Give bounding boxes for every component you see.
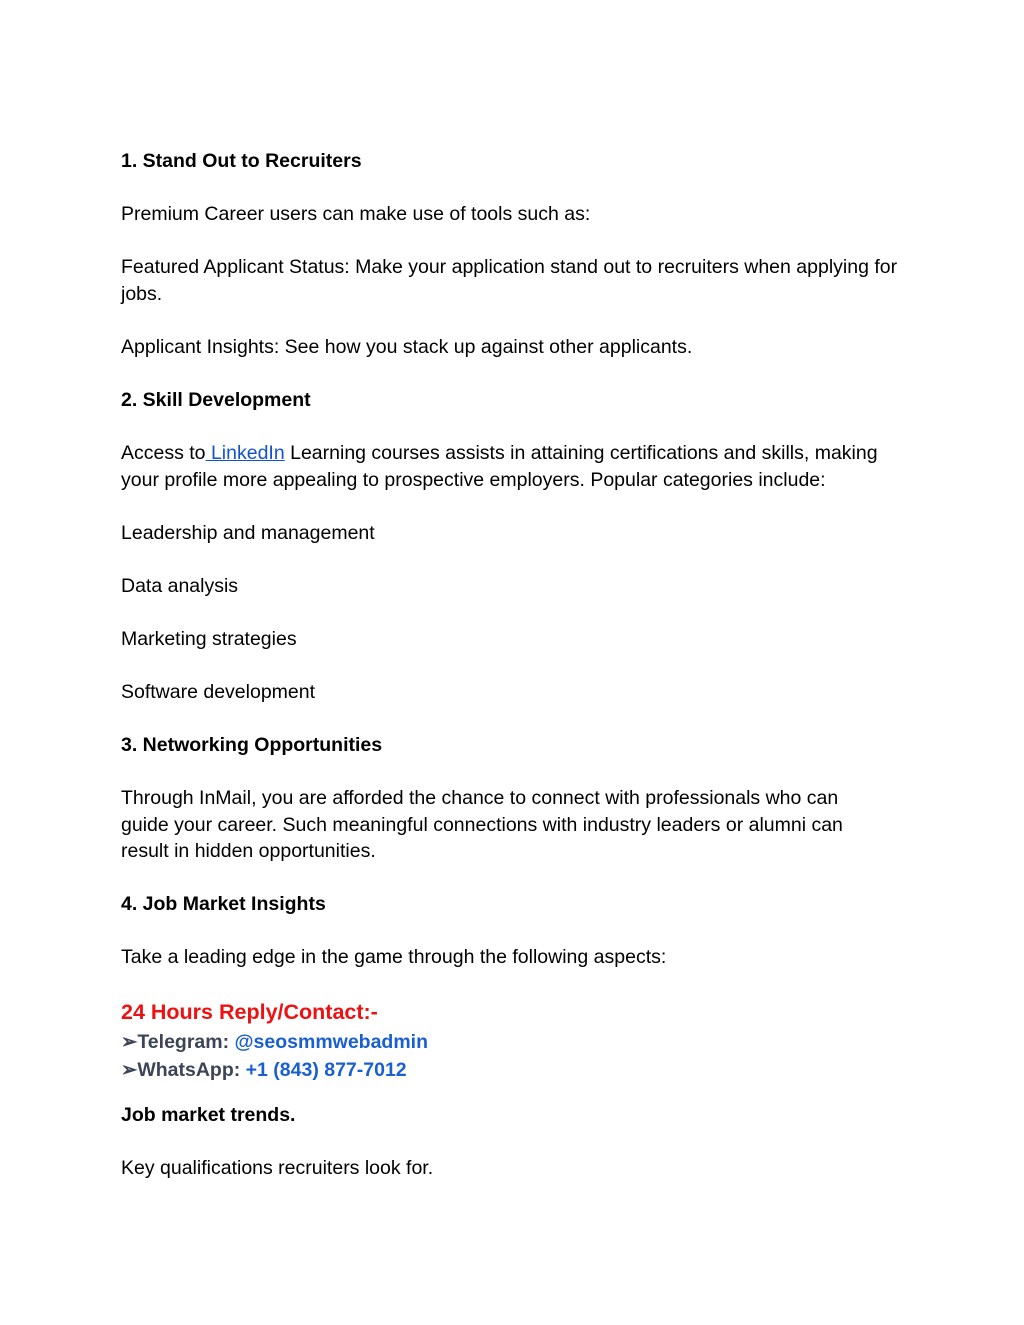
section-heading-stand-out: 1. Stand Out to Recruiters — [121, 150, 362, 172]
category-marketing: Marketing strategies — [121, 628, 297, 650]
paragraph-applicant-insights: Applicant Insights: See how you stack up against other applicants. — [121, 336, 693, 358]
category-data-analysis: Data analysis — [121, 575, 239, 597]
heading-job-market-trends: Job market trends. — [121, 1104, 296, 1126]
section-heading-job-market: 4. Job Market Insights — [121, 893, 326, 915]
linkedin-link[interactable]: LinkedIn — [205, 442, 285, 464]
category-leadership: Leadership and management — [121, 522, 375, 544]
contact-title: 24 Hours Reply/Contact:- — [121, 1000, 378, 1024]
telegram-line — [121, 1028, 428, 1056]
section-heading-networking: 3. Networking Opportunities — [121, 734, 383, 756]
paragraph-key-qualifications: Key qualifications recruiters look for. — [121, 1157, 434, 1179]
paragraph-linkedin-learning — [121, 440, 911, 493]
linkedin-prefix: Access to — [121, 442, 206, 464]
section-heading-skill-development: 2. Skill Development — [121, 389, 311, 411]
paragraph-leading-edge: Take a leading edge in the game through the following aspects: — [121, 946, 667, 968]
category-software: Software development — [121, 681, 316, 703]
linkedin-rest: Learning courses assists in attaining certifications and skills, making your profile more appealing to prospective employers. Popular categories include: — [121, 442, 878, 491]
whatsapp-label: ➢WhatsApp: — [121, 1059, 246, 1081]
whatsapp-number[interactable]: +1 (843) 877-7012 — [245, 1059, 407, 1081]
paragraph-inmail: Through InMail, you are afforded the chance to connect with professionals who can guide your career. Such meaningful connections with industry leaders or alumni can result in hidden opportunities. — [121, 787, 843, 862]
paragraph-featured-applicant: Featured Applicant Status: Make your application stand out to recruiters when applying for jobs. — [121, 256, 898, 305]
whatsapp-line — [121, 1056, 407, 1084]
telegram-label: ➢Telegram: — [121, 1031, 235, 1053]
telegram-handle[interactable]: @seosmmwebadmin — [234, 1031, 429, 1053]
paragraph-premium-intro: Premium Career users can make use of tools such as: — [121, 203, 591, 225]
